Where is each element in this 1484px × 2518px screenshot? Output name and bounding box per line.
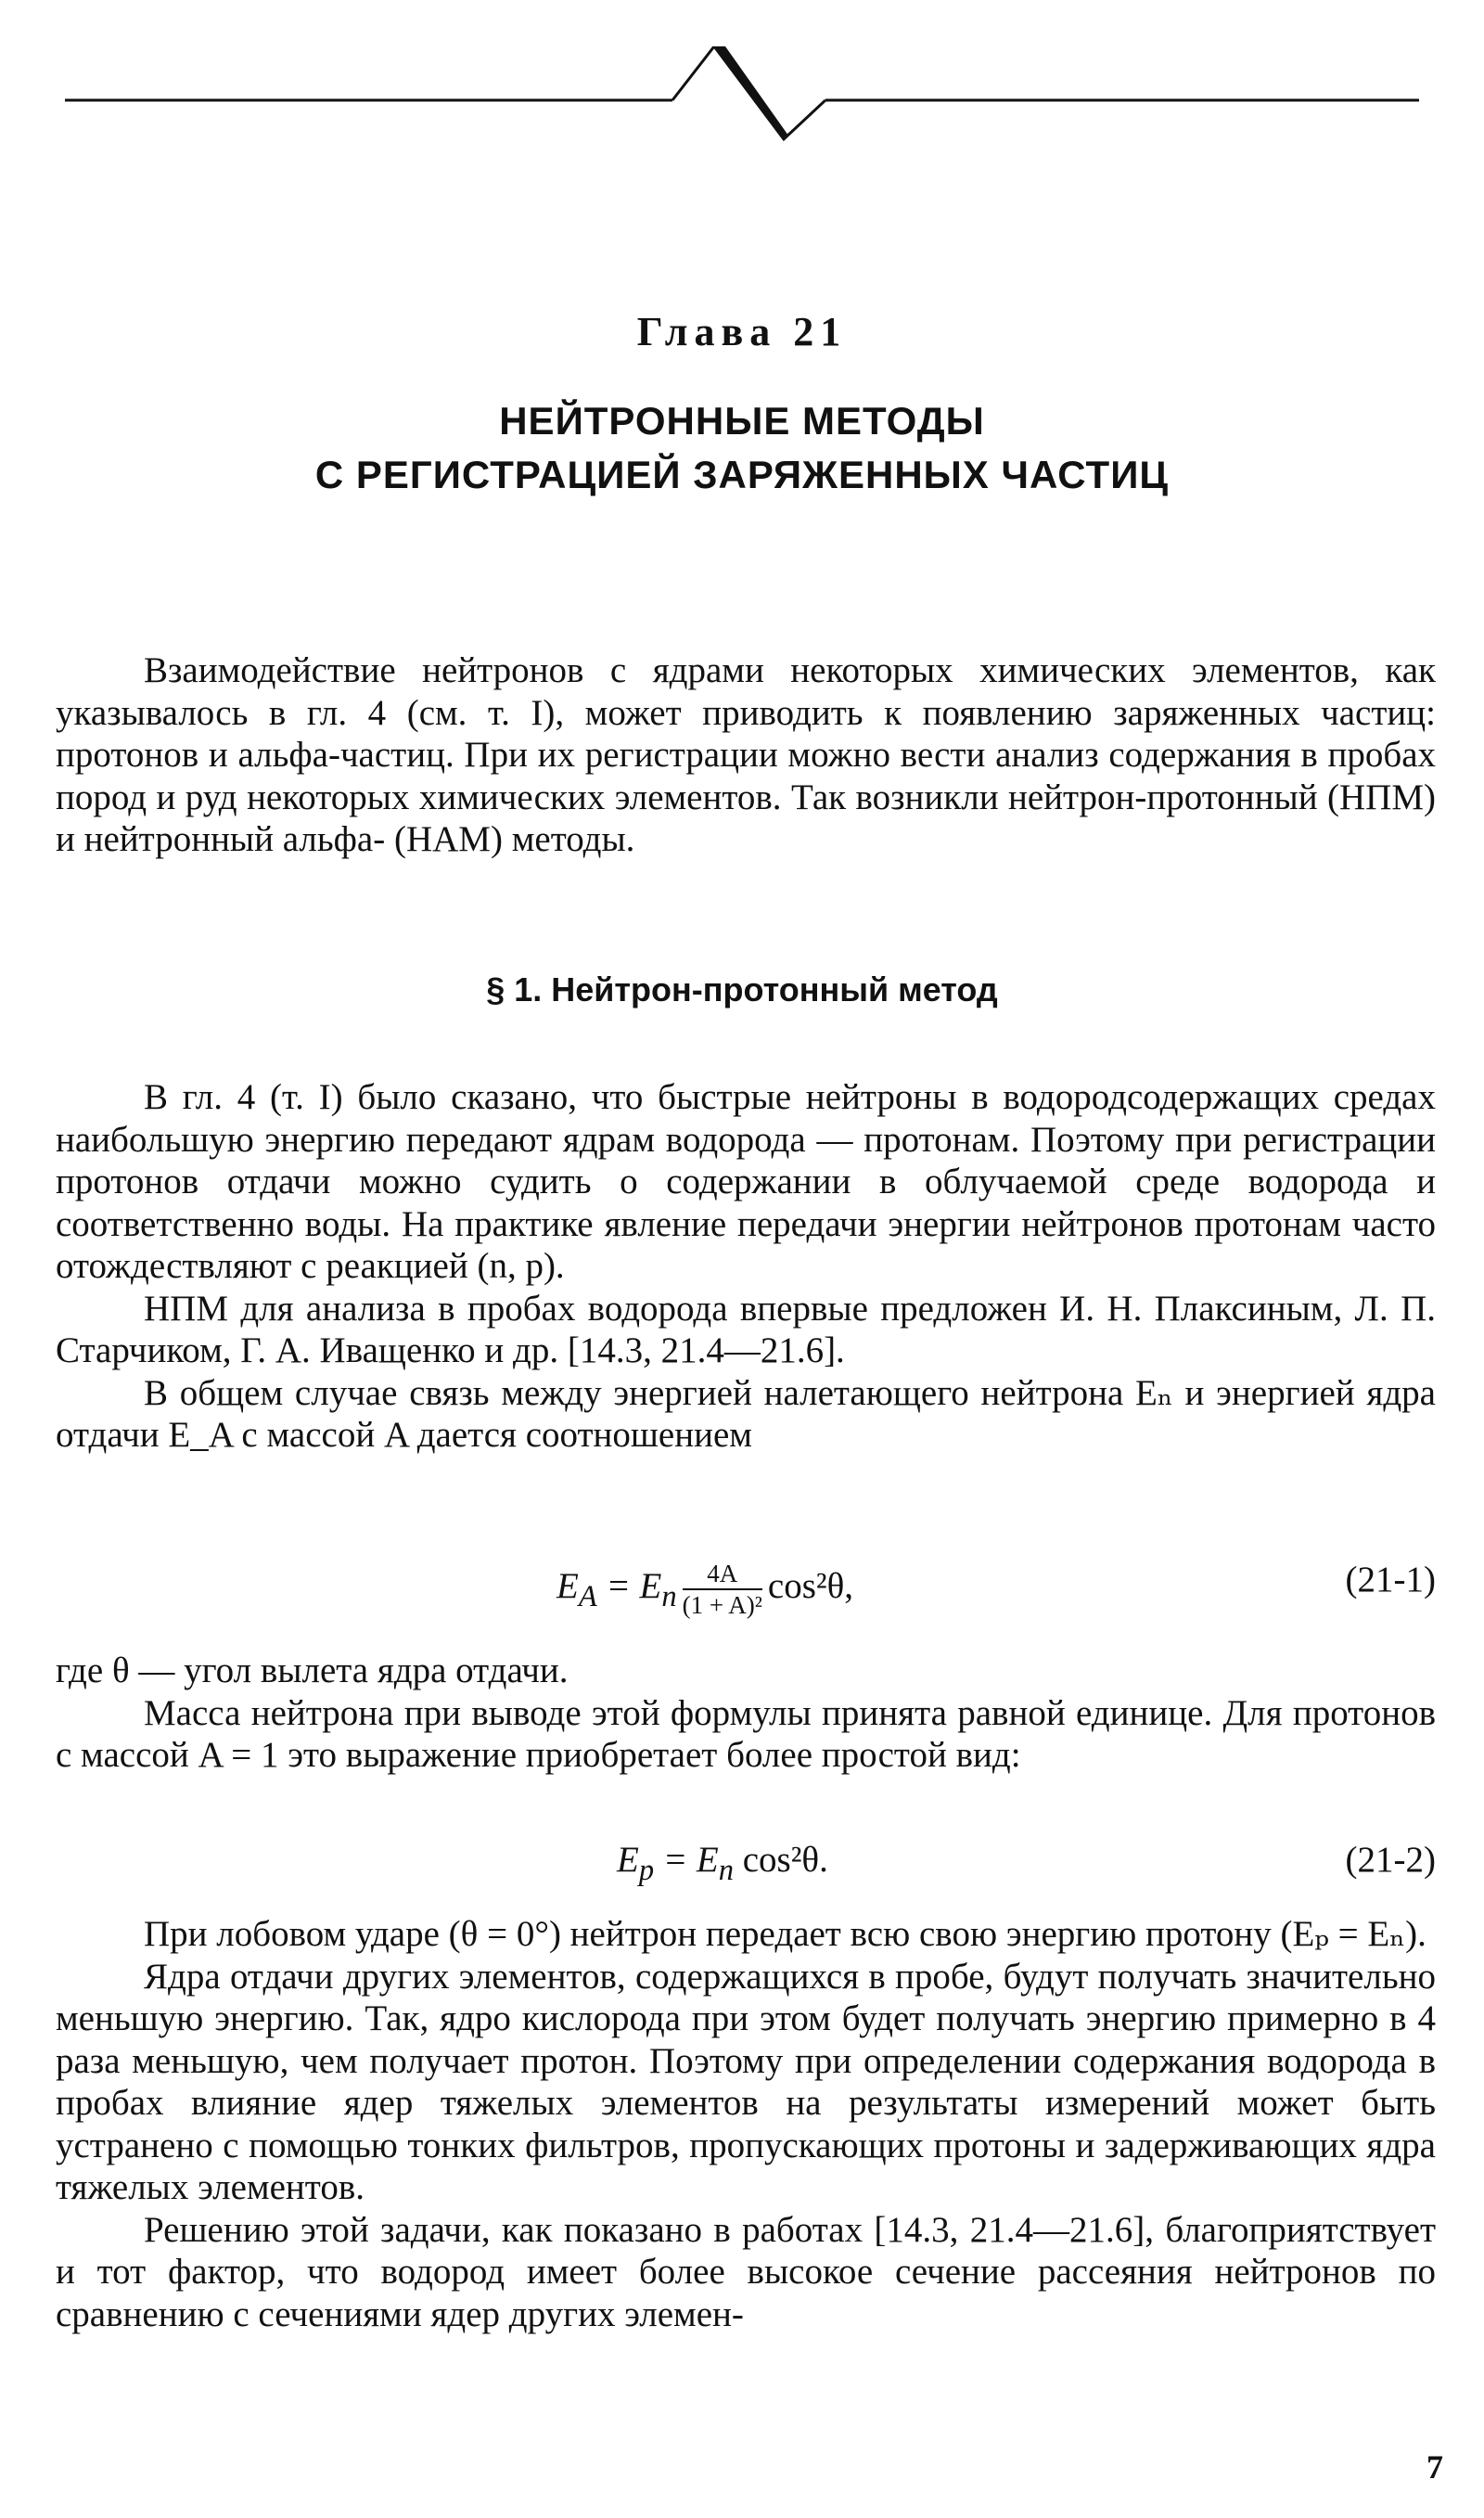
chapter-title-line-1: НЕЙТРОННЫЕ МЕТОДЫ: [499, 399, 985, 443]
f1-lhs-sub: A: [578, 1579, 597, 1613]
paragraph-7: Ядра отдачи других элементов, содержащихся в пробе, будут получать значительно меньшую энергию. Так, ядро кислорода при этом будет получать энергию примерно в 4 раза меньшую, чем получает протон. Поэтому при определении содержания водорода в пробах влияние ядер тяжелых элементов на результаты измерений может быть устранено с помощью тонких фильтров, пропускающих протоны и задерживающих ядра тяжелых элементов.: [56, 1956, 1436, 2207]
f1-tail: cos²θ,: [767, 1565, 854, 1606]
f1-lhs: E: [556, 1565, 579, 1606]
f2-eq: = E: [654, 1840, 719, 1880]
f2-tail: cos²θ.: [733, 1840, 828, 1880]
paragraph-5: Масса нейтрона при выводе этой формулы принята равной единице. Для протонов с массой A = 1 это выражение приобретает более простой вид:: [56, 1692, 1436, 1775]
formula-21-2-number: (21-2): [1345, 1840, 1436, 1880]
paragraph-8: Решению этой задачи, как показано в работах [14.3, 21.4—21.6], благоприятствует и тот фактор, что водород имеет более высокое сечение рассеяния нейтронов по сравнению с сечениями ядер других элемен-: [56, 2209, 1436, 2334]
paragraph-1: В гл. 4 (т. I) было сказано, что быстрые нейтроны в водородсодержащих средах наибольшую энергию передают ядрам водорода — протонам. Поэтому при регистрации протонов отдачи можно судить о содержании в облучаемой среде водорода и соответственно воды. На практике явление передачи энергии нейтронов протонам часто отождествляют с реакцией (n, p).: [56, 1077, 1436, 1286]
f1-eq: = E: [596, 1565, 662, 1606]
chapter-title-line-2: С РЕГИСТРАЦИЕЙ ЗАРЯЖЕННЫХ ЧАСТИЦ: [314, 453, 1170, 496]
formula-21-2-expression: [617, 1839, 828, 1888]
formula-21-1: [56, 1559, 1436, 1633]
paragraph-3: В общем случае связь между энергией налетающего нейтрона Eₙ и энергией ядра отдачи E_A с массой A дается соотношением: [56, 1372, 1436, 1455]
section-body-1: [56, 1076, 1436, 1457]
f1-fraction-denominator: (1 + A)²: [682, 1591, 762, 1619]
chapter-title: [0, 394, 1484, 502]
chapter-number: Глава 21: [636, 309, 848, 354]
intro-paragraph: Взаимодействие нейтронов с ядрами некоторых химических элементов, как указывалось в гл. 4 (см. т. I), может приводить к появлению заряженных частиц: протонов и альфа-частиц. При их регистрации можно вести анализ содержания в пробах пород и руд некоторых химических элементов. Так возникли нейтрон-протонный (НПМ) и нейтронный альфа- (НАМ) методы.: [56, 650, 1436, 859]
f1-fraction: [683, 1559, 762, 1620]
paragraph-2: НПМ для анализа в пробах водорода впервые предложен И. Н. Плаксиным, Л. П. Старчиком, Г. А. Иващенко и др. [14.3, 21.4—21.6].: [56, 1288, 1436, 1370]
formula-21-1-number: (21-1): [1345, 1560, 1436, 1599]
f2-lhs: E: [617, 1840, 639, 1880]
f1-eq-sub: n: [661, 1579, 677, 1613]
section-title: § 1. Нейтрон-протонный метод: [486, 970, 998, 1008]
section-body-3: [56, 1913, 1436, 2335]
formula-21-1-expression: [556, 1559, 853, 1620]
page-number: 7: [1426, 2448, 1443, 2486]
paragraph-4: где θ — угол вылета ядра отдачи.: [56, 1651, 569, 1690]
ornament-chevron-thick: [714, 46, 788, 139]
f2-eq-sub: n: [718, 1853, 734, 1887]
f2-lhs-sub: p: [638, 1853, 655, 1887]
intro-block: [56, 649, 1436, 861]
formula-21-2: [56, 1839, 1436, 1913]
chapter-ornament: [65, 46, 1419, 158]
f1-fraction-numerator: 4A: [683, 1559, 762, 1590]
paragraph-6: При лобовом ударе (θ = 0°) нейтрон передает всю свою энергию протону (Eₚ = Eₙ).: [144, 1914, 1426, 1954]
section-body-2: [56, 1650, 1436, 1777]
